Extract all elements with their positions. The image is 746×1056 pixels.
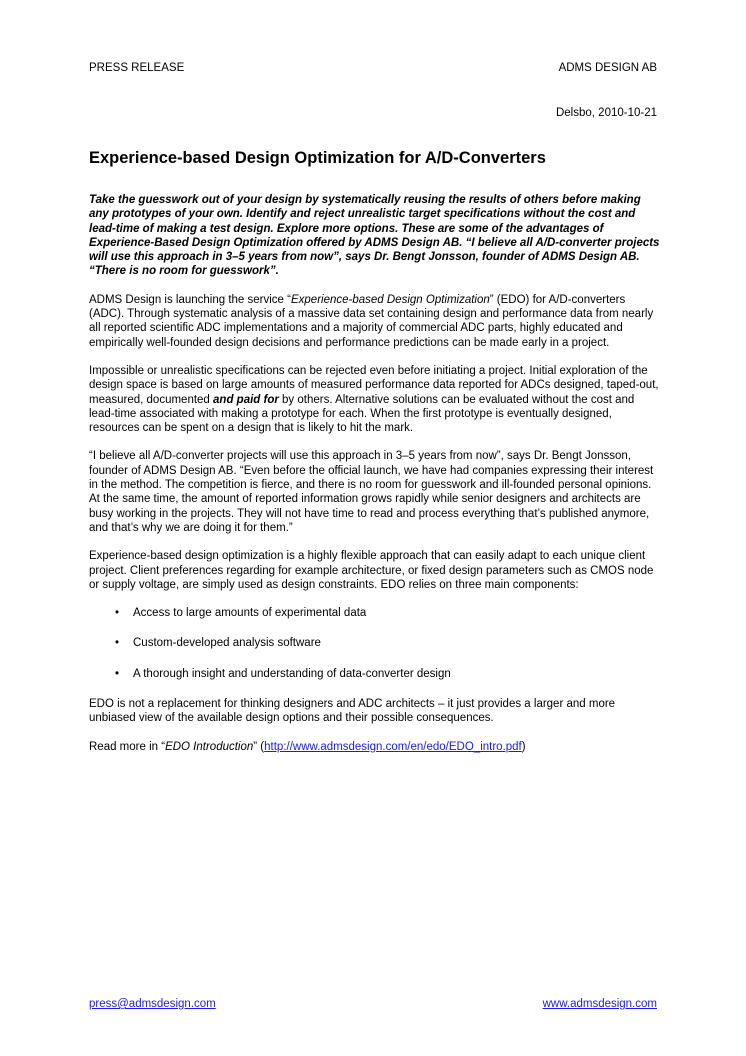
read-more-text-1: Read more in “: [89, 740, 166, 753]
read-more-text-2: ” (: [253, 740, 265, 753]
page-title: Experience-based Design Optimization for A/D-Converters: [89, 149, 546, 167]
components-list: [89, 606, 661, 681]
paragraph-service-text-1: ADMS Design is launching the service “: [89, 293, 291, 306]
paragraph-summary: EDO is not a replacement for thinking designers and ADC architects – it just provides a larger and more unbiased view of the available design options and their possible consequences.: [89, 698, 616, 725]
emphasis-paid-for: and paid for: [213, 393, 279, 406]
header-label: PRESS RELEASE: [89, 62, 185, 74]
footer-website: [543, 998, 657, 1010]
edo-intro-link[interactable]: http://www.admsdesign.com/en/edo/EDO_intro.pdf: [264, 740, 522, 753]
paragraph-specifications: [89, 364, 661, 435]
list-item: • Custom-developed analysis software: [89, 636, 661, 650]
paragraph-service: [89, 293, 661, 350]
read-more-line: [89, 740, 661, 754]
list-item: • A thorough insight and understanding of data-converter design: [89, 667, 661, 681]
read-more-text-3: ): [521, 740, 526, 753]
list-item: • Access to large amounts of experimental data: [89, 606, 661, 620]
service-name: Experience-based Design Optimization: [290, 293, 490, 306]
footer-email: [89, 998, 216, 1010]
article-body: [89, 193, 661, 768]
email-link[interactable]: press@admsdesign.com: [89, 998, 216, 1010]
dateline: Delsbo, 2010-10-21: [555, 107, 657, 119]
paragraph-quote: “I believe all A/D-converter projects will use this approach in 3–5 years from now”, says Dr. Bengt Jonsson, founder of ADMS Design AB. “Even before the official launch, we have had companies expressing their interest in the method. The competition is fierce, and there is no room for guesswork and ill-founded personal opinions. At the same time, the amount of reported information grows rapidly while senior designers and architects are busy working in the projects. They will not have time to read and process everything that’s published anymore, and that’s why we are doing it for them.”: [89, 450, 654, 534]
header-company: ADMS DESIGN AB: [558, 62, 657, 74]
paragraph-specifications-text-2: by others. Alternative solutions can be evaluated without the cost and lead-time associated with making a prototype for each. When the first prototype is eventually designed, resources can be spent on a design that is likely to hit the mark.: [89, 393, 635, 435]
paragraph-service-text-2: ” (EDO) for A/D-converters (ADC). Through systematic analysis of a massive data set containing design and performance data from nearly all reported scientific ADC implementations and a majority of commercial ADC parts, highly educated and empirically well-founded design decisions and performance predictions can be made early in a project.: [89, 293, 654, 349]
website-link[interactable]: www.admsdesign.com: [542, 998, 657, 1010]
doc-title: EDO Introduction: [165, 740, 254, 753]
paragraph-specifications-text-1: Impossible or unrealistic specifications can be rejected even before initiating a project. Initial exploration of the design space is based on large amounts of measured performance data reported for ADCs designed, taped-out, measured, documented: [89, 364, 659, 406]
lead-paragraph: Take the guesswork out of your design by systematically reusing the results of others before making any prototypes of your own. Identify and reject unrealistic target specifications without the cost and lead-time of making a test design. Explore more options. These are some of the advantages of Experience-Based Design Optimization offered by ADMS Design AB. “I believe all A/D-converter projects will use this approach in 3–5 years from now”, says Dr. Bengt Jonsson, founder of ADMS Design AB. “There is no room for guesswork”.: [89, 194, 660, 278]
paragraph-approach: Experience-based design optimization is a highly flexible approach that can easily adapt to each unique client project. Client preferences regarding for example architecture, or fixed design parameters such as CMOS node or supply voltage, are simply used as design constraints. EDO relies on three main components:: [89, 550, 654, 591]
